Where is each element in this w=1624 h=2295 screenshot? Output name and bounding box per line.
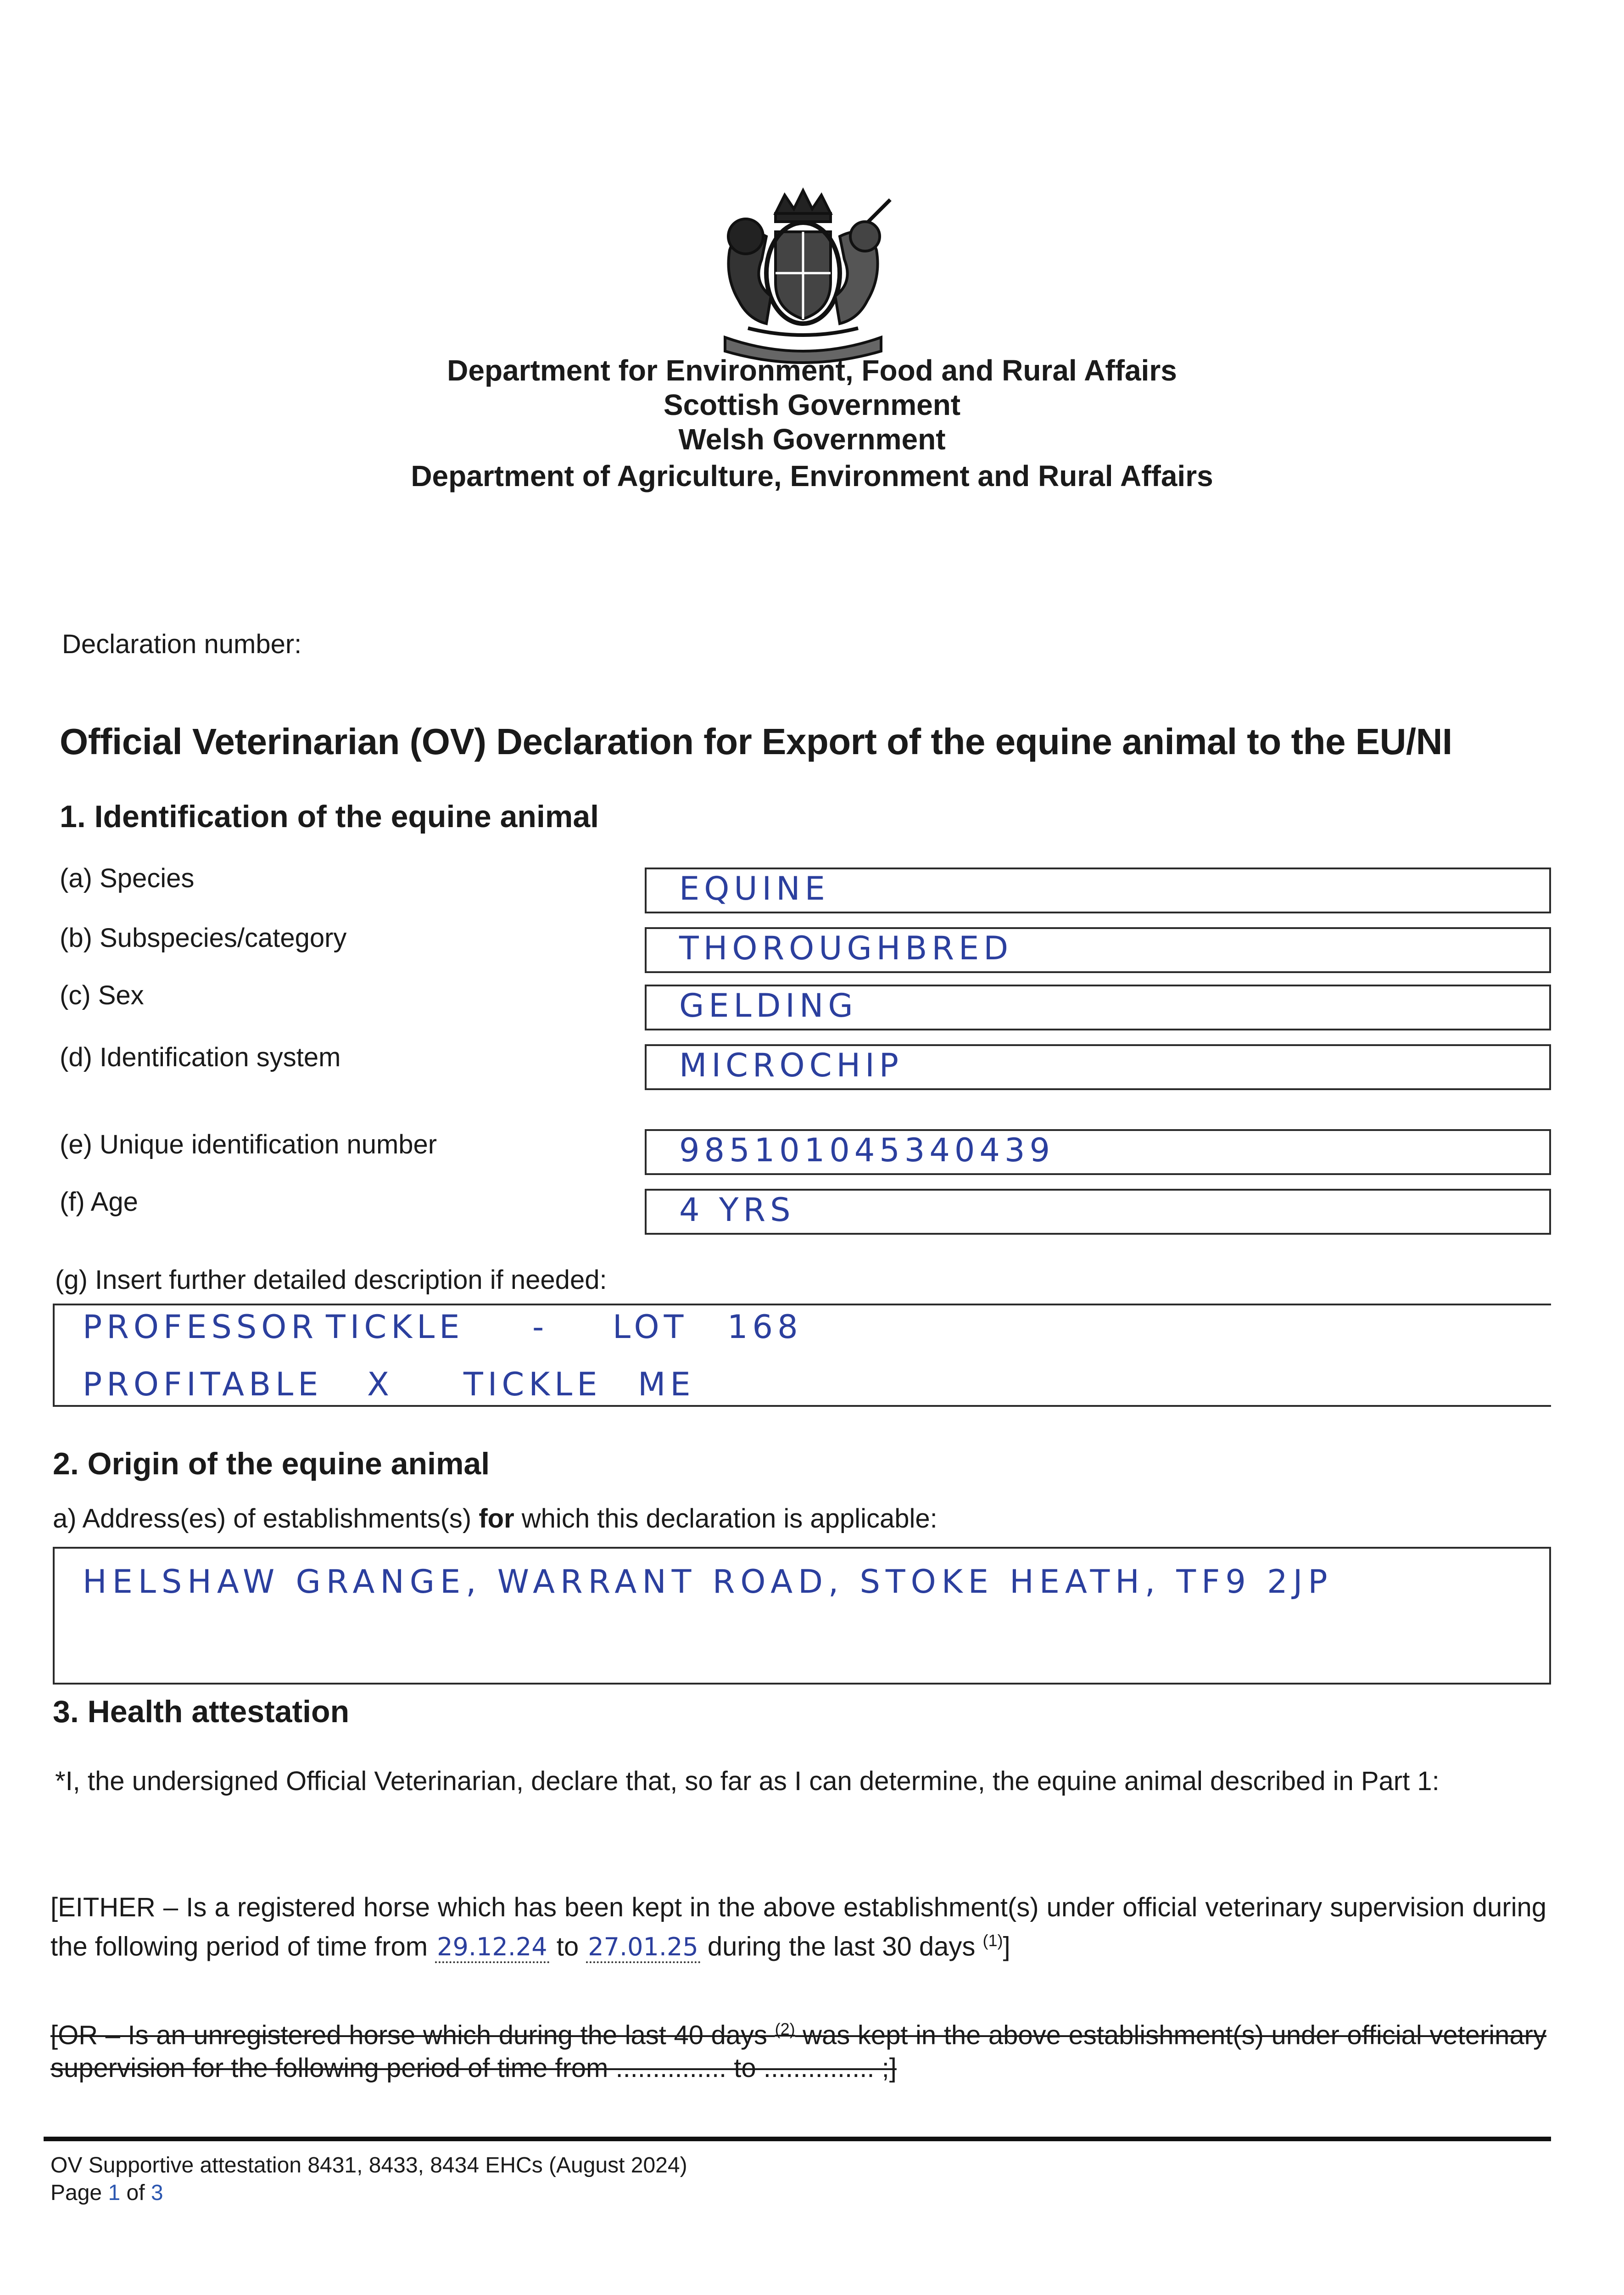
field-label-species: (a) Species: [60, 863, 195, 893]
description-line-1-word-2: TICKLE: [326, 1308, 464, 1346]
header-department-1: Department for Environment, Food and Rural Affairs: [447, 354, 1177, 387]
either-from-date: 29.12.24: [435, 1932, 549, 1963]
description-line-2-word-2: X: [367, 1366, 394, 1403]
description-line-2-word-1: PROFITABLE: [83, 1366, 323, 1403]
address-value: HELSHAW GRANGE, WARRANT ROAD, STOKE HEATH, TF9 2JP: [83, 1563, 1333, 1601]
identification-system-value: MICROCHIP: [679, 1047, 904, 1084]
age-value: 4 YRS: [679, 1191, 795, 1229]
section-2-heading: 2. Origin of the equine animal: [53, 1446, 490, 1481]
footer-page-number: Page 1 of 3: [50, 2181, 163, 2205]
or-clause-struck: [OR – Is an unregistered horse which during the last 40 days $^{(2)}$ was kept in the above establishment(s) under official veterinary supervision for the following period of time from ............... to ............... ;]: [50, 2020, 1546, 2083]
description-line-1-word-1: PROFESSOR: [83, 1308, 318, 1346]
address-label: a) Address(es) of establishments(s) for which this declaration is applicable:: [53, 1504, 938, 1534]
either-to-date: 27.01.25: [586, 1932, 700, 1963]
header-department-3: Welsh Government: [678, 423, 946, 456]
field-label-sex: (c) Sex: [60, 980, 144, 1010]
description-line-2-word-3: TICKLE: [463, 1366, 602, 1403]
description-label: (g) Insert further detailed description if needed:: [55, 1265, 607, 1295]
description-line-1-word-5: 168: [727, 1308, 803, 1346]
either-clause: [EITHER – Is a registered horse which has been kept in the above establishment(s) under official veterinary supervision during the following period of time from 29.12.24 to 27.01.25 during the last 30 days $^{(1)}$]: [50, 1891, 1546, 1964]
field-label-unique-id: (e) Unique identification number: [60, 1130, 437, 1159]
description-line-1-word-4: LOT: [613, 1308, 688, 1346]
header-department-2: Scottish Government: [663, 388, 961, 421]
subspecies-value: THOROUGHBRED: [679, 929, 1013, 967]
description-line-1-word-3: -: [532, 1308, 549, 1346]
description-line-2-word-4: ME: [638, 1366, 695, 1403]
field-label-subspecies: (b) Subspecies/category: [60, 923, 347, 953]
section-1-heading: 1. Identification of the equine animal: [60, 799, 599, 834]
health-attestation-intro: *I, the undersigned Official Veterinarian, declare that, so far as I can determine, the equine animal described in Part 1:: [55, 1766, 1440, 1796]
field-label-identification-system: (d) Identification system: [60, 1042, 341, 1072]
section-3-heading: 3. Health attestation: [53, 1694, 350, 1729]
footer-form-reference: OV Supportive attestation 8431, 8433, 8434 EHCs (August 2024): [50, 2153, 687, 2177]
species-value: EQUINE: [679, 870, 830, 907]
sex-value: GELDING: [679, 987, 858, 1024]
footer-divider: [44, 2137, 1551, 2141]
unique-id-value: 985101045340439: [679, 1131, 1055, 1169]
royal-coat-of-arms-logo: [698, 181, 909, 365]
page-title: Official Veterinarian (OV) Declaration for Export of the equine animal to the EU/NI: [60, 721, 1452, 762]
declaration-number-label: Declaration number:: [62, 629, 302, 659]
header-department-4: Department of Agriculture, Environment and Rural Affairs: [411, 459, 1213, 493]
field-label-age: (f) Age: [60, 1187, 138, 1217]
